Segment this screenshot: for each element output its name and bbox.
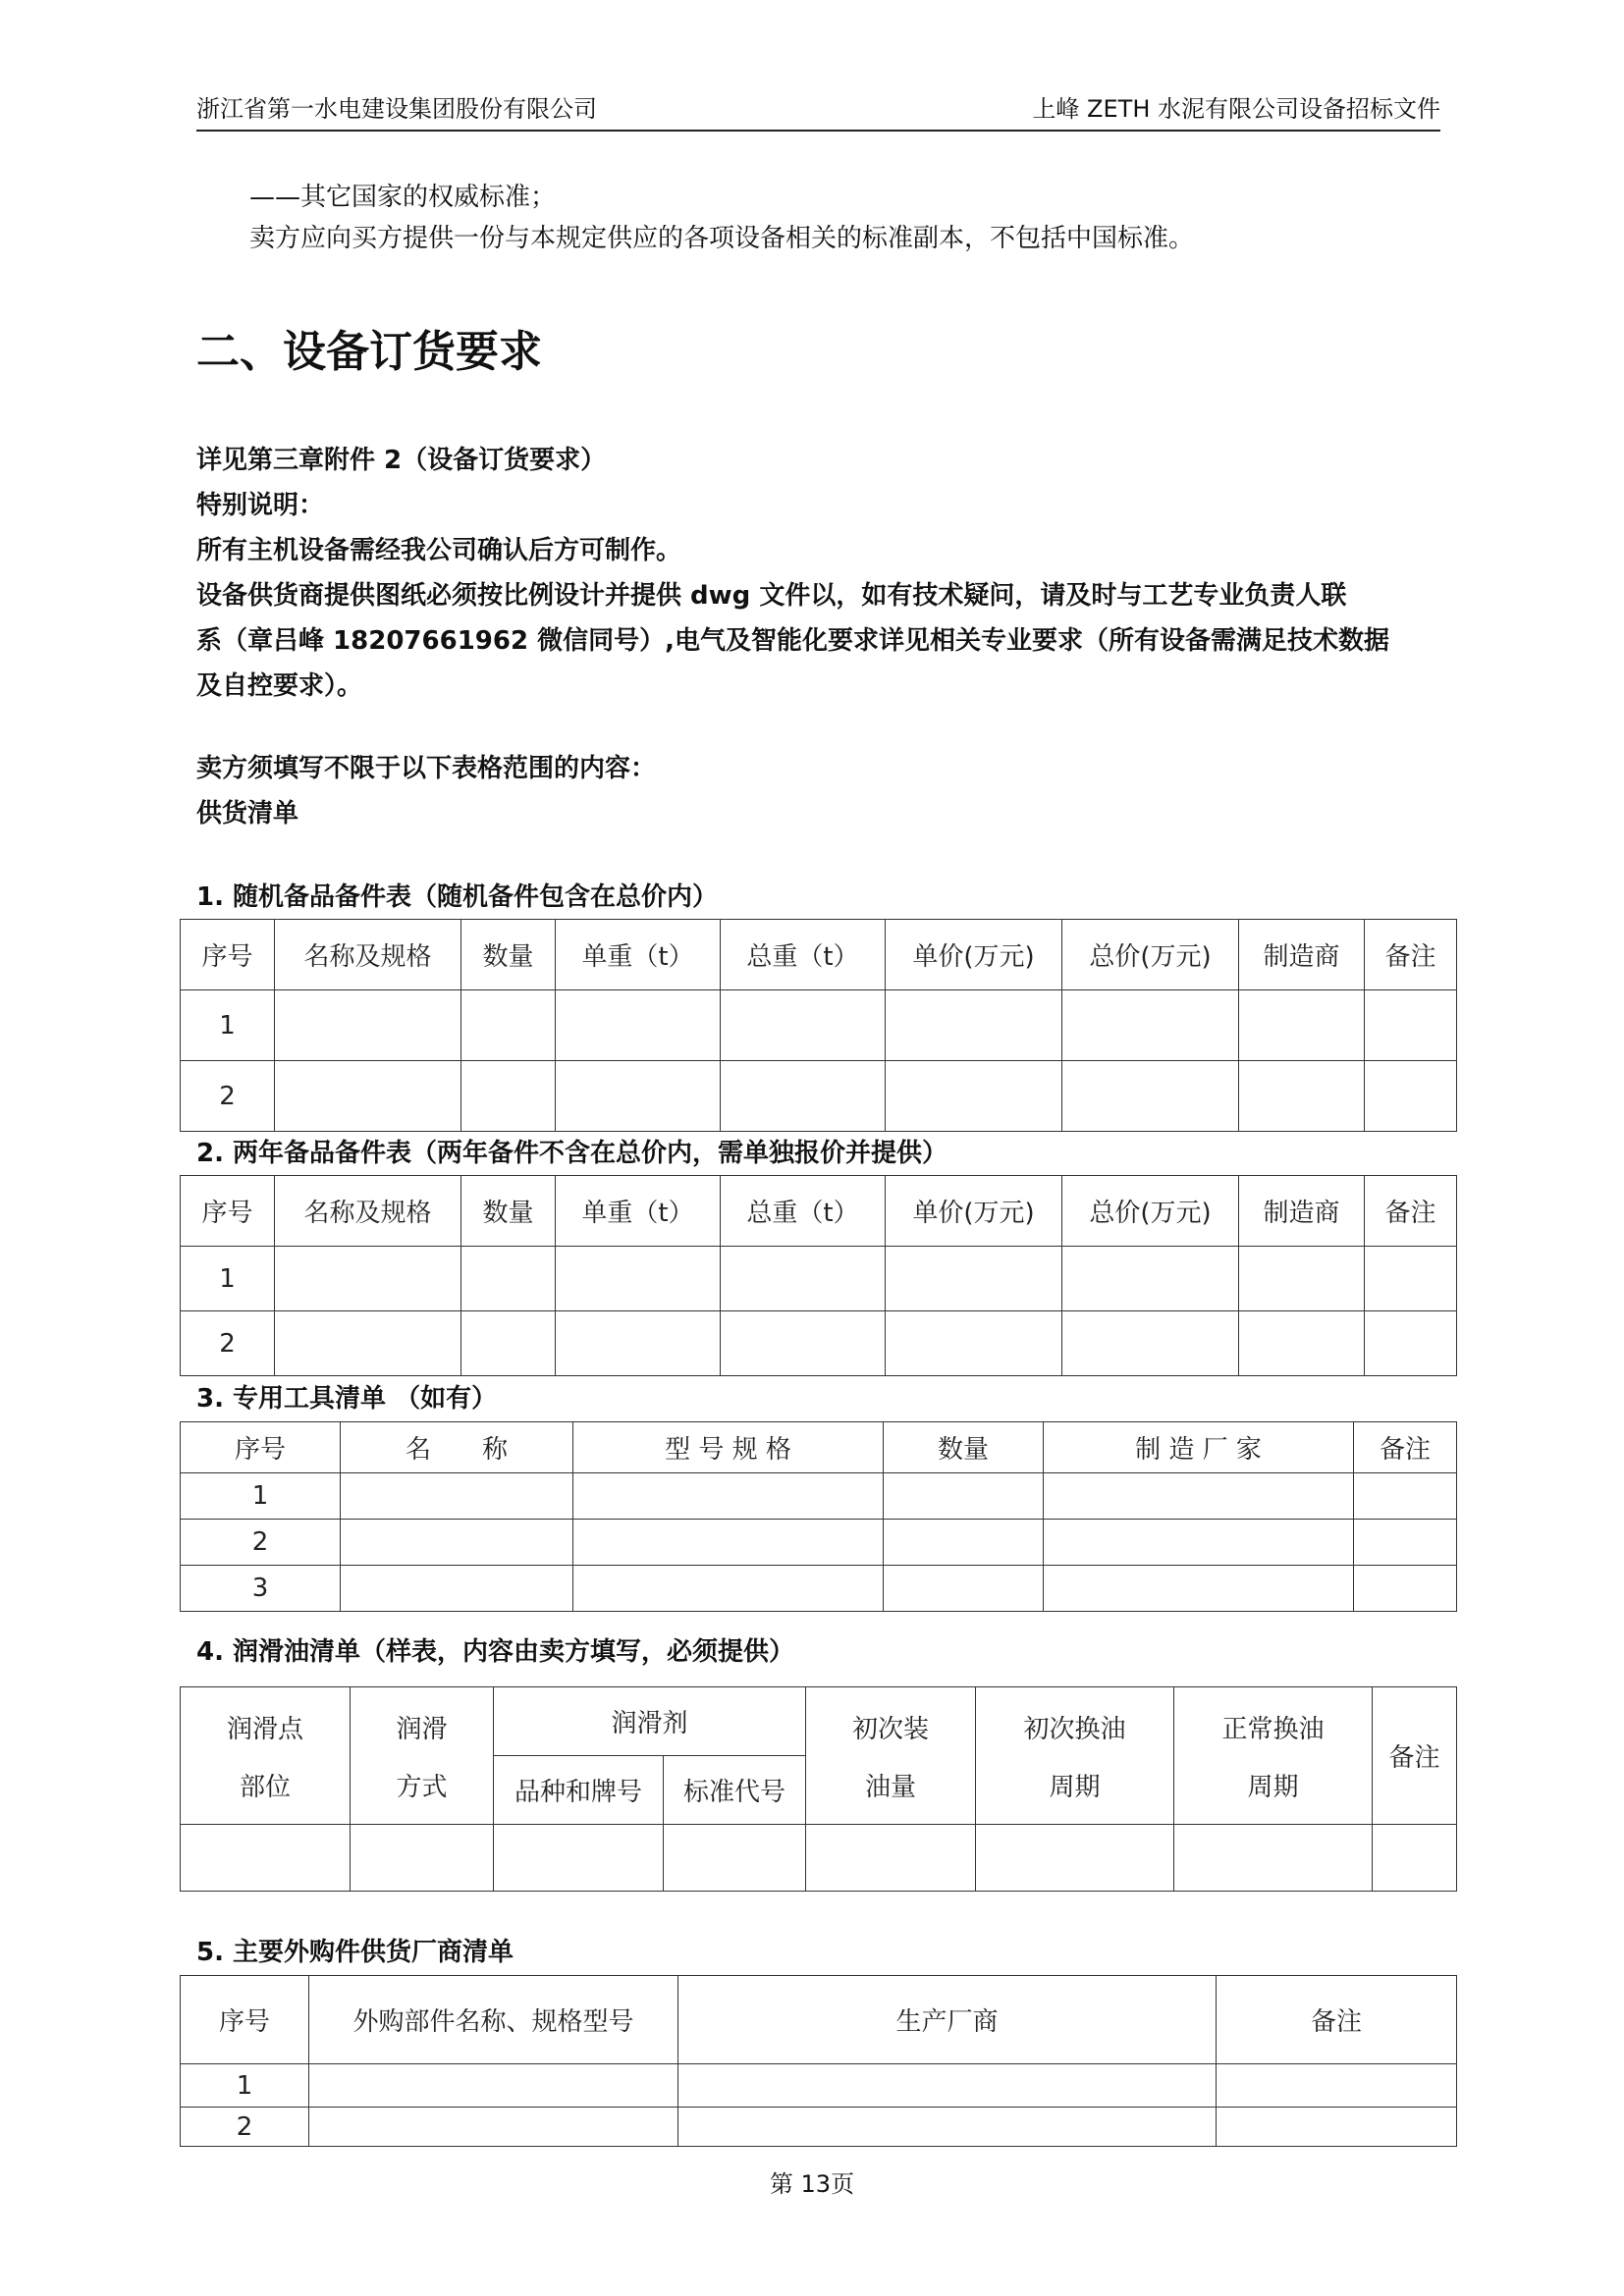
table-cell[interactable] [721,990,886,1061]
table-cell[interactable] [573,1520,884,1566]
table-cell[interactable] [1044,1520,1354,1566]
two-year-spare-parts-table [180,1175,1457,1376]
table-row [181,1247,1457,1311]
col-header-manufacturer: 制造商 [1239,920,1365,990]
row-index: 3 [181,1566,341,1612]
special-tools-table [180,1421,1457,1612]
table-cell[interactable] [556,1061,721,1132]
table-cell[interactable] [461,990,556,1061]
col-header-remark: 备注 [1373,1687,1457,1825]
table-cell[interactable] [1354,1473,1457,1520]
row-index: 2 [181,1061,275,1132]
col-header-total-price: 总价(万元) [1062,920,1239,990]
table-cell[interactable] [461,1061,556,1132]
col-header-lube-method [351,1687,494,1825]
col-header-lube-point-line2: 部位 [239,1772,291,1802]
table-cell[interactable] [678,2064,1217,2108]
col-header-remark: 备注 [1365,920,1457,990]
table-cell[interactable] [664,1825,806,1892]
lubricant-table [180,1686,1457,1892]
col-header-initial-fill-line1: 初次装 [852,1714,930,1744]
col-header-unit-price: 单价(万元) [886,920,1062,990]
col-header-initial-fill-line2: 油量 [865,1772,917,1802]
col-header-index: 序号 [181,1976,309,2064]
table-cell[interactable] [275,1247,461,1311]
table-cell[interactable] [1174,1825,1373,1892]
col-header-index: 序号 [181,1422,341,1473]
table-cell[interactable] [678,2108,1217,2147]
supply-list-label: 供货清单 [196,799,299,828]
purchased-parts-suppliers-table [180,1975,1457,2147]
table-cell[interactable] [556,1311,721,1376]
table-cell[interactable] [806,1825,976,1892]
table-cell[interactable] [884,1520,1044,1566]
col-header-total-weight: 总重（t） [721,1176,886,1247]
table-cell[interactable] [556,1247,721,1311]
table-cell[interactable] [1062,990,1239,1061]
table-row [181,1825,1457,1892]
table5-title: 5. 主要外购件供货厂商清单 [196,1938,514,1967]
table-cell[interactable] [1365,1061,1457,1132]
col-header-first-change-cycle [976,1687,1174,1825]
table3-title: 3. 专用工具清单 （如有） [196,1384,498,1414]
table-cell[interactable] [1239,1061,1365,1132]
table-cell[interactable] [1239,1247,1365,1311]
row-index: 1 [181,1473,341,1520]
table-cell[interactable] [721,1311,886,1376]
special-note-para-2-line-2: 系（章吕峰 18207661962 微信同号）,电气及智能化要求详见相关专业要求（所有设备需满足技术数据 [196,626,1389,656]
col-header-producer: 生产厂商 [678,1976,1217,2064]
table-cell[interactable] [573,1566,884,1612]
col-header-variety-brand: 品种和牌号 [494,1756,664,1825]
row-index: 2 [181,1520,341,1566]
col-header-quantity: 数量 [884,1422,1044,1473]
table-row [181,1061,1457,1132]
row-index: 1 [181,1247,275,1311]
table-cell[interactable] [884,1473,1044,1520]
table-cell[interactable] [886,990,1062,1061]
table-cell[interactable] [1354,1520,1457,1566]
col-header-remark: 备注 [1217,1976,1457,2064]
table-cell[interactable] [1044,1473,1354,1520]
table-row [181,1566,1457,1612]
col-header-index: 序号 [181,920,275,990]
table-cell[interactable] [1365,990,1457,1061]
page-number: 第 13页 [769,2170,855,2198]
table-cell[interactable] [884,1566,1044,1612]
table-cell[interactable] [1239,1311,1365,1376]
table-cell[interactable] [1062,1061,1239,1132]
table2-title: 2. 两年备品备件表（两年备件不含在总价内，需单独报价并提供） [196,1139,948,1168]
table-cell[interactable] [886,1311,1062,1376]
table-row [181,1473,1457,1520]
table-cell[interactable] [1373,1825,1457,1892]
col-header-total-weight: 总重（t） [721,920,886,990]
fill-requirement-note: 卖方须填写不限于以下表格范围的内容： [196,754,657,783]
table-cell[interactable] [1062,1247,1239,1311]
table-row [181,1311,1457,1376]
col-header-name-spec: 名称及规格 [275,1176,461,1247]
col-header-model-spec: 型 号 规 格 [573,1422,884,1473]
table-cell[interactable] [886,1247,1062,1311]
table-cell[interactable] [351,1825,494,1892]
col-header-quantity: 数量 [461,920,556,990]
table-cell[interactable] [573,1473,884,1520]
table-cell[interactable] [1217,2064,1457,2108]
col-header-normal-change-line1: 正常换油 [1221,1714,1325,1744]
intro-line-1: ——其它国家的权威标准； [249,183,557,212]
special-note-para-2-line-3: 及自控要求）。 [196,671,363,701]
spare-parts-table [180,919,1457,1132]
col-header-normal-change-line2: 周期 [1247,1772,1299,1802]
table-cell[interactable] [309,2108,678,2147]
table1-title: 1. 随机备品备件表（随机备件包含在总价内） [196,882,719,912]
header-document-title: 上峰 ZETH 水泥有限公司设备招标文件 [1032,95,1440,123]
col-header-remark: 备注 [1354,1422,1457,1473]
col-header-lube-point [181,1687,351,1825]
col-header-total-price: 总价(万元) [1062,1176,1239,1247]
special-note-para-2-line-1: 设备供货商提供图纸必须按比例设计并提供 dwg 文件以，如有技术疑问，请及时与工艺专业负责人联 [196,581,1347,611]
table-cell[interactable] [721,1061,886,1132]
table-cell[interactable] [886,1061,1062,1132]
table-cell[interactable] [341,1520,573,1566]
table-cell[interactable] [275,1061,461,1132]
table-cell[interactable] [1239,990,1365,1061]
special-note-para-1: 所有主机设备需经我公司确认后方可制作。 [196,536,682,565]
table-cell[interactable] [309,2064,678,2108]
row-index: 2 [181,2108,309,2147]
col-header-unit-weight: 单重（t） [556,1176,721,1247]
col-header-remark: 备注 [1365,1176,1457,1247]
table-cell[interactable] [181,1825,351,1892]
col-header-name-spec: 名称及规格 [275,920,461,990]
table-cell[interactable] [1354,1566,1457,1612]
col-header-name: 名 称 [341,1422,573,1473]
header-company: 浙江省第一水电建设集团股份有限公司 [196,95,597,123]
table-cell[interactable] [1044,1566,1354,1612]
col-header-first-change-line1: 初次换油 [1023,1714,1126,1744]
col-header-part-name-spec: 外购部件名称、规格型号 [309,1976,678,2064]
col-header-initial-fill [806,1687,976,1825]
table-cell[interactable] [341,1566,573,1612]
table4-title: 4. 润滑油清单（样表，内容由卖方填写，必须提供） [196,1637,795,1667]
table-cell[interactable] [1365,1311,1457,1376]
col-header-index: 序号 [181,1176,275,1247]
table-cell[interactable] [1062,1311,1239,1376]
col-header-standard-code: 标准代号 [664,1756,806,1825]
col-header-manufacturer: 制 造 厂 家 [1044,1422,1354,1473]
section-reference: 详见第三章附件 2（设备订货要求） [196,446,607,475]
table-cell[interactable] [1365,1247,1457,1311]
col-header-first-change-line2: 周期 [1049,1772,1101,1802]
page-header [196,90,1440,132]
row-index: 2 [181,1311,275,1376]
intro-line-2: 卖方应向买方提供一份与本规定供应的各项设备相关的标准副本，不包括中国标准。 [249,224,1195,253]
table-cell[interactable] [556,990,721,1061]
col-header-normal-change-cycle [1174,1687,1373,1825]
section-title: 二、设备订货要求 [196,327,542,377]
table-cell[interactable] [341,1473,573,1520]
col-header-lube-method-line1: 润滑 [396,1714,448,1744]
col-header-manufacturer: 制造商 [1239,1176,1365,1247]
table-row [181,1520,1457,1566]
table-row [181,2108,1457,2147]
row-index: 1 [181,2064,309,2108]
col-header-unit-price: 单价(万元) [886,1176,1062,1247]
table-cell[interactable] [721,1247,886,1311]
col-header-unit-weight: 单重（t） [556,920,721,990]
table-cell[interactable] [976,1825,1174,1892]
col-header-lube-point-line1: 润滑点 [226,1714,303,1744]
table-row [181,990,1457,1061]
table-cell[interactable] [275,1311,461,1376]
col-header-lube-method-line2: 方式 [396,1772,448,1802]
row-index: 1 [181,990,275,1061]
table-row [181,2064,1457,2108]
col-header-quantity: 数量 [461,1176,556,1247]
special-note-label: 特别说明： [196,491,325,520]
col-header-lubricant: 润滑剂 [494,1687,806,1756]
table-cell[interactable] [494,1825,664,1892]
table-cell[interactable] [461,1247,556,1311]
table-cell[interactable] [461,1311,556,1376]
table-cell[interactable] [1217,2108,1457,2147]
table-cell[interactable] [275,990,461,1061]
